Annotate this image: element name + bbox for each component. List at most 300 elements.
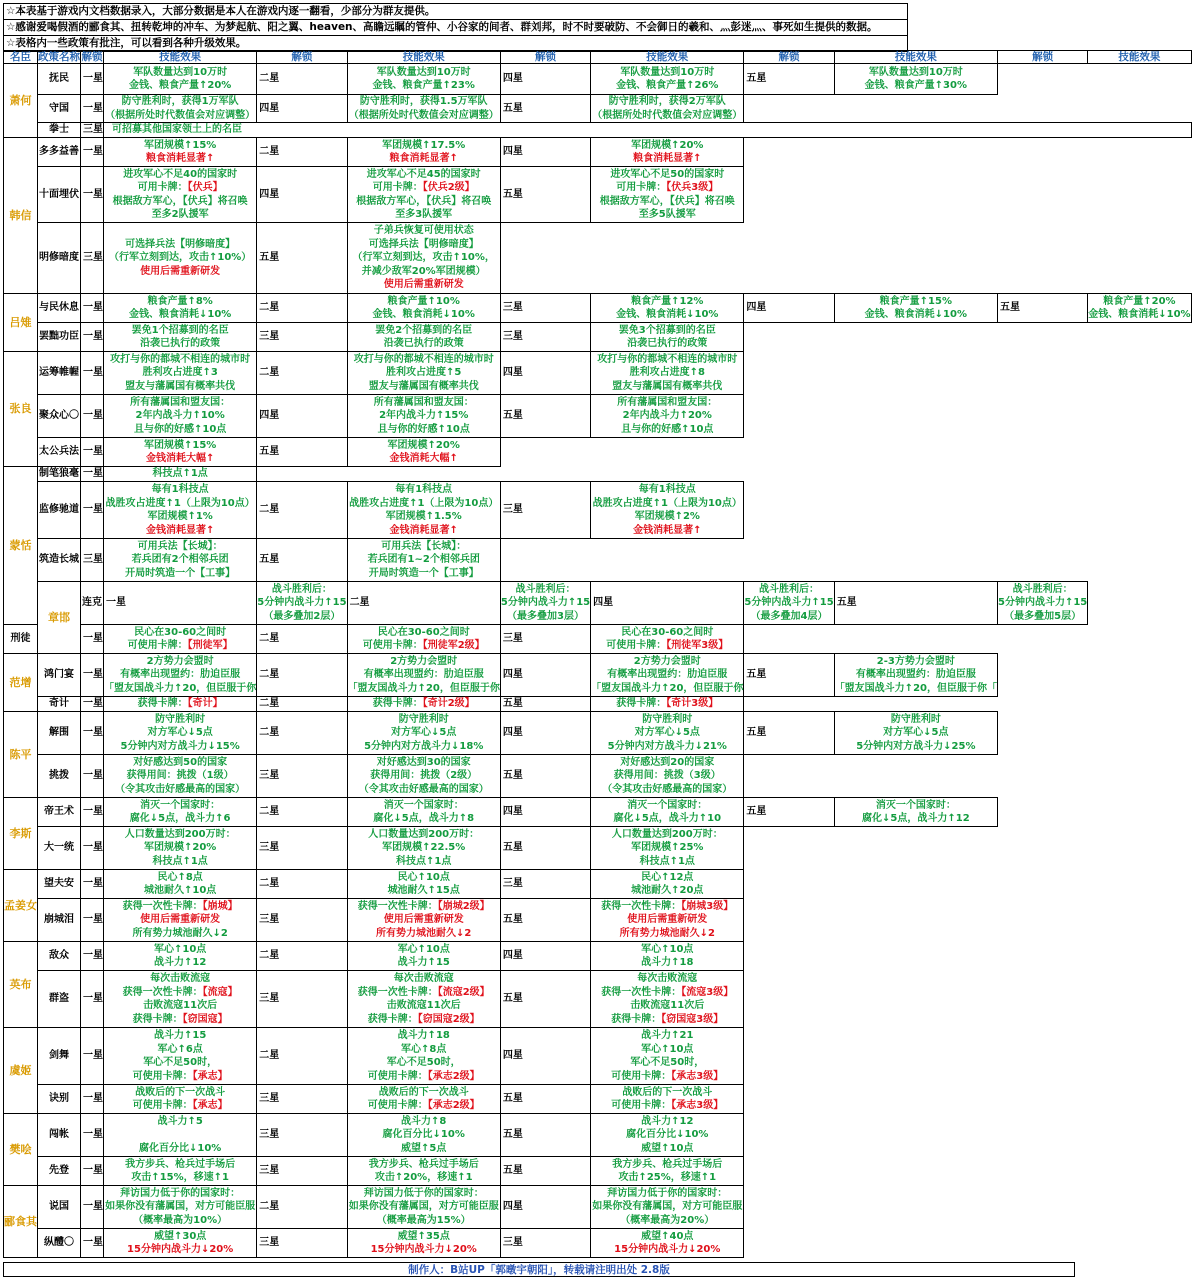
unlock-level: 二星 <box>257 870 347 899</box>
unlock-level: 三星 <box>81 223 104 294</box>
effect-line: 金钱、粮食消耗↓10% <box>128 309 232 320</box>
effect-cell <box>347 971 500 1028</box>
empty-cell <box>1088 712 1191 755</box>
effect-line: 军心↑8点 <box>401 1043 447 1055</box>
effect-line: 每有1科技点 <box>395 484 453 495</box>
effect-line: 可招募其他国家领土上的名臣 <box>112 124 242 136</box>
unlock-level: 二星 <box>257 697 347 712</box>
effect-line: 军队数量达到10万时 <box>133 66 228 78</box>
unlock-level: 五星 <box>744 64 834 95</box>
effect-line: 战斗力↑5 <box>157 1116 203 1127</box>
effect-line: 金钱、粮食产量↑20% <box>128 80 232 91</box>
empty-cell <box>834 971 997 1028</box>
effect-line: 5分钟内战斗力↑15 <box>744 597 834 609</box>
empty-cell <box>997 64 1087 95</box>
policy-row <box>4 870 1192 899</box>
effect-cell <box>104 482 257 539</box>
effect-line: 金钱消耗显著↑ <box>145 524 215 536</box>
effect-text: 可使用卡牌： <box>127 640 188 651</box>
effect-line: 战斗力↑15 <box>397 957 450 968</box>
unlock-level: 一星 <box>81 138 104 167</box>
effect-line <box>104 1099 256 1113</box>
effect-line: 威望↑35点 <box>397 1230 450 1242</box>
empty-cell <box>997 712 1087 755</box>
policy-row <box>4 971 1192 1028</box>
unlock-level: 四星 <box>500 1186 590 1229</box>
policy-name: 太公兵法 <box>38 438 81 467</box>
effect-cell <box>591 1186 744 1229</box>
policy-name: 明修暗度 <box>38 223 81 294</box>
unlock-level: 二星 <box>257 712 347 755</box>
effect-cell <box>104 1028 257 1085</box>
unlock-level: 三星 <box>81 123 104 138</box>
empty-cell <box>834 438 997 467</box>
effect-cell <box>104 95 257 123</box>
effect-cell <box>591 294 744 323</box>
effect-cell <box>104 1186 257 1229</box>
unlock-level: 一星 <box>81 697 104 712</box>
effect-line: 人口数量达到200万时： <box>368 828 480 840</box>
effect-line: （概率最高为10%） <box>133 1214 228 1226</box>
header-name: 名臣 <box>4 51 38 64</box>
unlock-level: 二星 <box>257 654 347 697</box>
effect-line: 战斗胜利后： <box>759 583 820 595</box>
effect-line: （令其攻击好感最高的国家） <box>358 783 489 795</box>
effect-line: 盟友与藩属国有概率共伐 <box>368 380 479 392</box>
effect-line: 如果你没有藩属国，对方可能臣服 <box>348 1201 499 1213</box>
unlock-level: 一星 <box>81 294 104 323</box>
empty-cell <box>500 467 590 482</box>
effect-line: 5分钟内战斗力↑15 <box>500 597 591 609</box>
effect-cell <box>347 697 500 712</box>
empty-cell <box>834 323 997 352</box>
unlock-level: 四星 <box>500 138 590 167</box>
effect-line: 攻打与你的都城不相连的城市时 <box>353 353 494 365</box>
effect-cell <box>104 654 257 697</box>
effect-line: 战胜攻占进度↑1（上限为10点） <box>592 497 742 509</box>
minister-name: 李斯 <box>4 798 38 870</box>
policy-name: 聚众心〇 <box>38 395 81 438</box>
empty-cell <box>1088 352 1191 395</box>
empty-cell <box>744 95 834 123</box>
minister-name: 章邯 <box>38 582 81 654</box>
effect-line: 军队数量达到10万时 <box>868 66 963 78</box>
effect-line: 粮食消耗显著↑ <box>633 153 702 164</box>
effect-line: 沿袭已执行的政策 <box>627 338 708 349</box>
unlock-level: 一星 <box>81 352 104 395</box>
unlock-level: 四星 <box>500 798 590 827</box>
empty-cell <box>834 95 997 123</box>
empty-cell <box>1088 1028 1191 1085</box>
effect-cell <box>347 1229 500 1258</box>
effect-line: 防守胜利时 <box>398 713 449 725</box>
effect-line: 科技点↑1点 <box>152 468 208 480</box>
effect-text: 获得卡牌： <box>611 1013 662 1025</box>
effect-text: 可用卡牌： <box>372 182 423 193</box>
effect-line: 民心↑10点 <box>397 871 450 883</box>
minister-name: 萧何 <box>4 64 38 138</box>
empty-cell <box>1088 539 1191 582</box>
card-name: 【流寇3级】 <box>681 986 734 998</box>
effect-line: 且与你的好感↑10点 <box>134 423 227 435</box>
effect-line: 消灭一个国家时： <box>140 799 221 811</box>
effect-cell <box>347 899 500 942</box>
effect-line: 城池耐久↑15点 <box>387 885 460 896</box>
effect-line: 防守胜利时 <box>155 713 206 725</box>
policy-row <box>4 1028 1192 1085</box>
policy-name: 多多益善 <box>38 138 81 167</box>
unlock-level: 三星 <box>257 1157 347 1186</box>
effect-line: 战斗力↑21 <box>641 1030 694 1041</box>
effect-line: 并减少敌军20%军团规模） <box>361 265 486 277</box>
footer-credit: 制作人：B站UP「郭暾宇朝阳」，转载请注明出处 2.8版 <box>3 1262 1075 1277</box>
unlock-level: 五星 <box>500 1114 590 1157</box>
effect-cell <box>104 539 257 582</box>
effect-line: 粮食产量↑20% <box>1103 295 1176 307</box>
policy-row <box>4 138 1192 167</box>
effect-cell <box>591 942 744 971</box>
empty-cell <box>1088 827 1191 870</box>
effect-line: 军团规模↑15% <box>143 139 217 151</box>
effect-cell <box>257 582 347 625</box>
unlock-level: 四星 <box>257 395 347 438</box>
effect-line: 军团规模↑1.5% <box>385 511 462 522</box>
minister-name: 蒙恬 <box>4 467 38 625</box>
effect-line <box>591 697 743 711</box>
empty-cell <box>591 223 744 294</box>
effect-line: 军心↑10点 <box>397 943 450 955</box>
effect-cell <box>834 64 997 95</box>
effect-line <box>348 1013 500 1027</box>
effect-line: 防守胜利时，获得1.5万军队 <box>359 96 488 107</box>
card-name: 【伏兵2级】 <box>422 182 475 193</box>
effect-cell <box>834 798 997 827</box>
effect-text: 可使用卡牌： <box>611 1070 672 1082</box>
unlock-level: 一星 <box>81 1157 104 1186</box>
policy-name: 大一统 <box>38 827 81 870</box>
unlock-level: 三星 <box>500 482 590 539</box>
effect-line: 罢免3个招募到的名臣 <box>618 324 716 336</box>
effect-cell <box>591 1085 744 1114</box>
header-effect: 技能效果 <box>591 51 744 64</box>
unlock-level: 五星 <box>500 395 590 438</box>
effect-cell <box>347 438 500 467</box>
effect-cell <box>104 294 257 323</box>
effect-cell <box>104 971 257 1028</box>
effect-line: 粮食产量↑15% <box>879 295 952 307</box>
effect-text: 可用卡牌： <box>616 182 667 193</box>
card-name: 【伏兵3级】 <box>666 182 719 193</box>
empty-cell <box>997 1114 1087 1157</box>
empty-cell <box>744 1028 834 1085</box>
policy-row <box>4 395 1192 438</box>
effect-line: 金钱、粮食消耗↓10% <box>864 309 967 320</box>
unlock-level: 五星 <box>500 1157 590 1186</box>
unlock-level: 五星 <box>997 294 1087 323</box>
empty-cell <box>1088 467 1191 482</box>
effect-line: 有概率出现盟约：肋迫臣服 <box>363 669 484 681</box>
effect-cell <box>591 138 744 167</box>
empty-cell <box>744 1085 834 1114</box>
effect-text: 获得卡牌： <box>616 698 667 710</box>
effect-cell <box>347 352 500 395</box>
effect-line: 所有势力城池耐久↓2 <box>619 927 715 939</box>
effect-line: 军团规模↑17.5% <box>382 139 466 151</box>
minister-name: 韩信 <box>4 138 38 294</box>
effect-cell <box>347 654 500 697</box>
unlock-level: 一星 <box>81 899 104 942</box>
effect-line: 城池耐久↑10点 <box>144 885 217 896</box>
empty-cell <box>744 899 834 942</box>
effect-cell <box>591 482 744 539</box>
unlock-level: 五星 <box>744 712 834 755</box>
unlock-level: 三星 <box>257 755 347 798</box>
empty-cell <box>834 899 997 942</box>
effect-line <box>591 1070 743 1084</box>
policy-name: 拳士 <box>38 123 81 138</box>
card-name: 【奇计3级】 <box>666 698 719 710</box>
unlock-level: 一星 <box>81 942 104 971</box>
empty-cell <box>997 167 1087 223</box>
effect-line: 使用后需重新研发 <box>383 914 464 926</box>
empty-cell <box>834 870 997 899</box>
card-name: 【承志】 <box>192 1070 228 1082</box>
empty-cell <box>997 755 1087 798</box>
effect-cell <box>104 942 257 971</box>
card-name: 【刑徒军3级】 <box>666 640 729 651</box>
effect-line: 战败后的下一次战斗 <box>135 1086 226 1098</box>
effect-text: 可使用卡牌： <box>132 1100 193 1111</box>
effect-cell <box>347 870 500 899</box>
unlock-level: 五星 <box>500 827 590 870</box>
effect-line: 对好感达到30的国家 <box>376 756 471 768</box>
unlock-level: 四星 <box>500 942 590 971</box>
effect-line: 战斗力↑15 <box>154 1030 207 1041</box>
effect-line <box>104 1129 256 1142</box>
effect-cell <box>591 870 744 899</box>
effect-line: 拜访国力低于你的国家时： <box>363 1187 484 1199</box>
unlock-level: 一星 <box>81 798 104 827</box>
empty-cell <box>997 625 1087 654</box>
effect-cell <box>347 395 500 438</box>
empty-cell <box>997 1028 1087 1085</box>
empty-cell <box>997 1186 1087 1229</box>
effect-line <box>104 1013 256 1027</box>
effect-line: 「盟友国战斗力↑20，但臣服于你 <box>347 682 500 694</box>
empty-cell <box>744 167 834 223</box>
effect-line: 使用后需重新研发 <box>627 914 708 926</box>
effect-line: （概率最高为20%） <box>620 1214 715 1226</box>
effect-cell <box>591 712 744 755</box>
policy-row <box>4 625 1192 654</box>
effect-line: 2年内战斗力↑20% <box>622 410 712 422</box>
effect-cell <box>104 712 257 755</box>
effect-line: 获得用间：挑拨（1级） <box>126 770 234 782</box>
effect-line: 「盟友国战斗力↑20，但臣服于你 <box>591 682 744 694</box>
effect-line: 获得用间：挑拨（2级） <box>370 770 478 782</box>
effect-cell <box>347 712 500 755</box>
effect-line: 军心不足50时， <box>386 1057 461 1068</box>
header-effect: 技能效果 <box>834 51 997 64</box>
empty-cell <box>744 138 834 167</box>
policy-row <box>4 1114 1192 1157</box>
effect-cell <box>591 395 744 438</box>
empty-cell <box>1088 95 1191 123</box>
effect-line: 胜利攻占进度↑5 <box>386 367 462 379</box>
empty-cell <box>997 482 1087 539</box>
empty-cell <box>744 223 834 294</box>
policy-table <box>3 50 1192 1258</box>
effect-line: （令其攻击好感最高的国家） <box>115 783 246 795</box>
unlock-level: 一星 <box>81 167 104 223</box>
empty-cell <box>591 539 744 582</box>
effect-cell <box>104 167 257 223</box>
policy-name: 抚民 <box>38 64 81 95</box>
effect-line: 攻击↑20%，移速↑1 <box>374 1172 473 1183</box>
effect-cell <box>104 223 257 294</box>
effect-line: 军团规模↑25% <box>631 842 704 854</box>
header-row <box>4 51 1192 64</box>
effect-cell <box>104 64 257 95</box>
effect-line: 金钱、粮食产量↑23% <box>372 80 475 91</box>
effect-line: 2年内战斗力↑15% <box>379 410 469 422</box>
effect-text: 可用卡牌： <box>137 182 188 193</box>
effect-line: 战斗力↑12 <box>641 1115 694 1127</box>
effect-text: 获得一次性卡牌： <box>601 986 682 998</box>
effect-line: （最多叠加4层） <box>750 610 828 622</box>
empty-cell <box>591 438 744 467</box>
empty-cell <box>997 138 1087 167</box>
empty-cell <box>1088 654 1191 697</box>
policy-name: 守国 <box>38 95 81 123</box>
effect-line: 民心↑12点 <box>641 871 694 883</box>
effect-line: 威望↑5点 <box>401 1142 447 1154</box>
policy-row <box>4 223 1192 294</box>
policy-row <box>4 64 1192 95</box>
effect-cell <box>347 942 500 971</box>
effect-cell <box>591 1028 744 1085</box>
effect-cell <box>347 294 500 323</box>
policy-row <box>4 582 1192 625</box>
effect-cell <box>104 798 257 827</box>
unlock-level: 四星 <box>500 64 590 95</box>
effect-line: 金钱、粮食消耗↓10% <box>1088 309 1191 320</box>
effect-line: 进攻军心不足40的国家时 <box>123 168 238 180</box>
effect-line: 所有藩属国和盟友国： <box>130 396 231 408</box>
policy-row <box>4 123 1192 138</box>
unlock-level: 一星 <box>81 870 104 899</box>
unlock-level: 二星 <box>347 582 500 625</box>
effect-line: 消灭一个国家时： <box>383 799 464 811</box>
policy-name: 连克 <box>81 582 104 625</box>
policy-name: 崩城泪 <box>38 899 81 942</box>
empty-cell <box>744 827 834 870</box>
effect-line: 军队数量达到10万时 <box>376 66 471 78</box>
effect-line: 如果你没有藩属国，对方可能臣服 <box>592 1201 743 1213</box>
effect-cell <box>104 1157 257 1186</box>
effect-line: 军团规模↑2% <box>634 511 700 522</box>
empty-cell <box>834 467 997 482</box>
effect-line: 我方步兵、枪兵过手场后 <box>368 1158 479 1170</box>
policy-name: 刑徒 <box>4 625 38 654</box>
empty-cell <box>1088 899 1191 942</box>
unlock-level: 二星 <box>257 625 347 654</box>
policy-name: 运筹帷幄 <box>38 352 81 395</box>
unlock-level: 三星 <box>500 323 590 352</box>
effect-line: 15分钟内战斗力↓20% <box>370 1244 477 1255</box>
effect-cell <box>104 438 257 467</box>
unlock-level: 五星 <box>257 539 347 582</box>
effect-line: 5分钟内对方战斗力↓15% <box>120 740 240 752</box>
unlock-level: 五星 <box>257 438 347 467</box>
effect-line: 军团规模↑22.5% <box>382 842 466 854</box>
effect-line: 使用后需重新研发 <box>140 265 221 277</box>
policy-name: 奇计 <box>38 697 81 712</box>
effect-line: 军心↑10点 <box>641 1043 694 1055</box>
header-effect: 技能效果 <box>104 51 257 64</box>
empty-cell <box>1088 870 1191 899</box>
effect-line: 可选择兵法【明修暗度】 <box>125 238 236 250</box>
unlock-level: 三星 <box>81 539 104 582</box>
minister-name: 英布 <box>4 942 38 1028</box>
policy-row <box>4 294 1192 323</box>
unlock-level: 一星 <box>81 712 104 755</box>
effect-line: 2方势力会盟时 <box>390 655 458 667</box>
policy-row <box>4 539 1192 582</box>
effect-line <box>348 639 500 653</box>
effect-cell <box>347 755 500 798</box>
policy-name: 帝王术 <box>38 798 81 827</box>
effect-text: 获得一次性卡牌： <box>122 986 203 998</box>
effect-line: 拜访国力低于你的国家时： <box>607 1187 728 1199</box>
effect-line: （令其攻击好感最高的国家） <box>602 783 733 795</box>
effect-line: 击败流寇11次后 <box>630 1000 705 1011</box>
effect-line: 民心在30-60之间时 <box>621 626 714 638</box>
effect-line: 每次击败流寇 <box>150 973 211 984</box>
effect-line: 至多2队援军 <box>151 209 209 220</box>
card-name: 【崩城2级】 <box>437 900 490 912</box>
effect-cell <box>104 827 257 870</box>
empty-cell <box>997 899 1087 942</box>
empty-cell <box>1088 138 1191 167</box>
policy-row <box>4 467 1192 482</box>
effect-line: 人口数量达到200万时： <box>611 828 723 840</box>
empty-cell <box>834 352 997 395</box>
empty-cell <box>834 1085 997 1114</box>
empty-cell <box>997 654 1087 697</box>
effect-cell <box>591 654 744 697</box>
unlock-level: 一星 <box>81 1114 104 1157</box>
empty-cell <box>834 539 997 582</box>
effect-text: 获得一次性卡牌： <box>357 900 438 912</box>
policy-row <box>4 1229 1192 1258</box>
effect-line <box>104 900 256 914</box>
effect-line <box>591 181 743 195</box>
minister-name: 张良 <box>4 352 38 467</box>
empty-cell <box>744 625 834 654</box>
effect-cell <box>347 1085 500 1114</box>
effect-cell <box>591 625 744 654</box>
effect-line: 5分钟内对方战斗力↓18% <box>364 740 484 752</box>
card-name: 【流寇】 <box>202 986 238 998</box>
unlock-level: 四星 <box>500 1028 590 1085</box>
policy-row <box>4 1157 1192 1186</box>
effect-line: 至多3队援军 <box>395 209 453 220</box>
empty-cell <box>997 352 1087 395</box>
unlock-level: 四星 <box>500 712 590 755</box>
effect-cell <box>104 123 1192 138</box>
policy-name: 闯帐 <box>38 1114 81 1157</box>
